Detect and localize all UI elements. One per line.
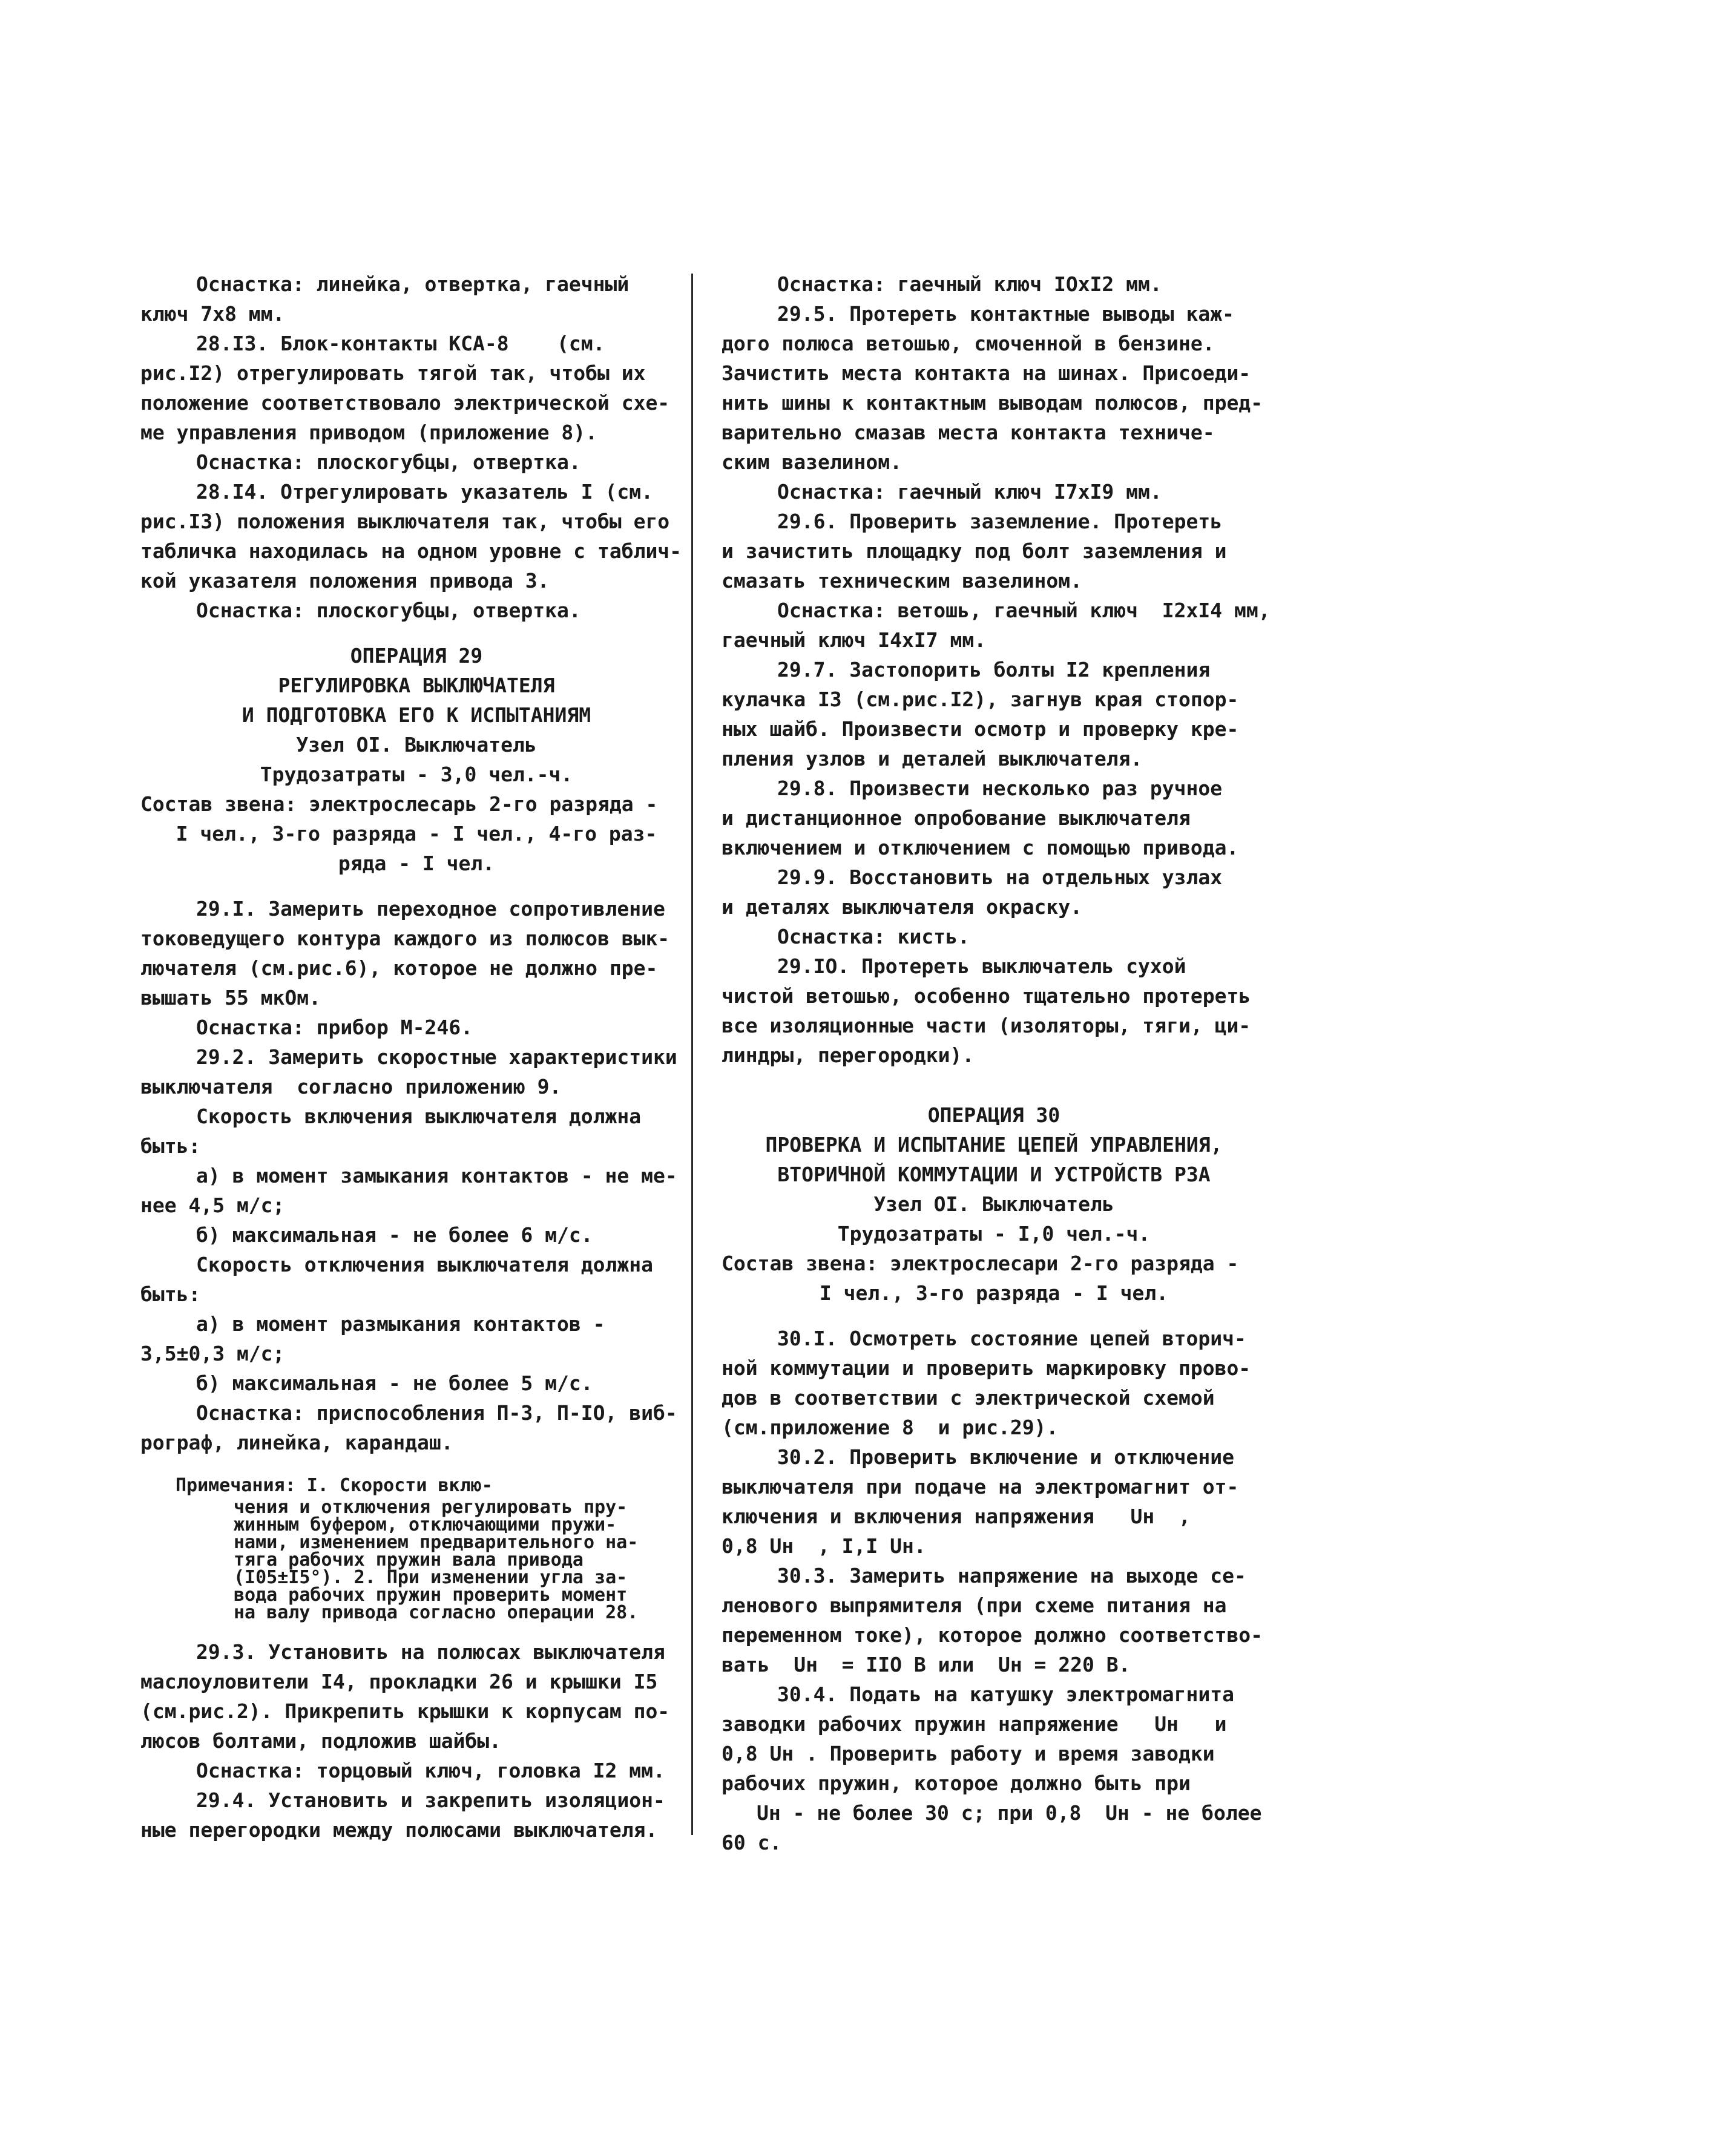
text-line: вышать 55 мкОм.	[140, 986, 321, 1009]
paragraph	[140, 1250, 692, 1309]
paragraph	[722, 1324, 1266, 1442]
text-line: ме управления приводом (приложение 8).	[140, 421, 597, 444]
text-line: 28.I3. Блок-контакты КСА-8 (см.	[196, 332, 605, 355]
text-line: и деталях выключателя окраску.	[722, 895, 1083, 919]
paragraph	[140, 1101, 692, 1161]
text-line: Оснастка: прибор М-246.	[196, 1016, 473, 1039]
operation-29-meta	[140, 730, 692, 878]
text-line: 29.4. Установить и закрепить изоляцион-	[196, 1788, 665, 1812]
text-line: 29.8. Произвести несколько раз ручное	[777, 776, 1223, 800]
text-line: Оснастка: кисть.	[777, 925, 970, 948]
text-line: (см.приложение 8 и рис.29).	[722, 1416, 1059, 1439]
text-line: Скорость включения выключателя должна	[196, 1105, 642, 1128]
text-line: Uн - не более 30 с; при 0,8 Uн - не более	[757, 1801, 1262, 1825]
text-line: 30.2. Проверить включение и отключение	[777, 1445, 1234, 1469]
text-line: 29.7. Застопорить болты I2 крепления	[777, 658, 1211, 681]
operation-30-meta	[722, 1189, 1266, 1308]
text-line: 29.6. Проверить заземление. Протереть	[777, 510, 1223, 533]
paragraph	[140, 1785, 692, 1845]
text-line: а) в момент замыкания контактов - не ме-	[196, 1164, 677, 1187]
paragraph	[722, 1679, 1266, 1857]
text-line: Трудозатраты - I,0 чел.-ч.	[837, 1222, 1151, 1246]
text-line: Оснастка: гаечный ключ I7хI9 мм.	[777, 480, 1162, 504]
text-line: 30.I. Осмотреть состояние цепей вторич-	[777, 1327, 1246, 1350]
text-line: пления узлов и деталей выключателя.	[722, 747, 1143, 770]
right-column	[722, 269, 1271, 1857]
text-line: выключателя согласно приложению 9.	[140, 1075, 562, 1098]
paragraph	[140, 1637, 692, 1756]
text-line: выключателя при подаче на электромагнит от-	[722, 1475, 1239, 1499]
text-line: 3,5±0,3 м/с;	[140, 1342, 285, 1365]
text-line: ским вазелином.	[722, 450, 903, 474]
text-line: ные перегородки между полюсами выключателя.	[140, 1818, 658, 1842]
paragraph	[722, 1561, 1266, 1679]
text-line: Оснастка: гаечный ключ IOхI2 мм.	[777, 272, 1162, 296]
text-line: Оснастка: плоскогубцы, отвертка.	[196, 450, 581, 474]
text-line: I чел., 3-го разряда - I чел.	[819, 1281, 1169, 1305]
text-line: переменном токе), которое должно соответство-	[722, 1623, 1263, 1647]
text-line: 29.IO. Протереть выключатель сухой	[777, 954, 1186, 978]
operation-subtitle: И ПОДГОТОВКА ЕГО К ИСПЫТАНИЯМ	[242, 703, 591, 727]
operation-subtitle: РЕГУЛИРОВКА ВЫКЛЮЧАТЕЛЯ	[278, 674, 555, 697]
text-line: 30.4. Подать на катушку электромагнита	[777, 1682, 1234, 1706]
text-line: Оснастка: ветошь, гаечный ключ I2хI4 мм,	[777, 599, 1271, 622]
text-line: Скорость отключения выключателя должна	[196, 1253, 653, 1276]
text-line: и зачистить площадку под болт заземления и	[722, 539, 1227, 563]
text-line: смазать техническим вазелином.	[722, 569, 1083, 593]
text-line: токоведущего контура каждого из полюсов вык-	[140, 927, 670, 950]
paragraph	[140, 477, 692, 596]
note-block	[140, 1473, 692, 1621]
text-line: 29.3. Установить на полюсах выключателя	[196, 1640, 665, 1664]
text-line: положение соответствовало электрической схе-	[140, 391, 670, 415]
paragraph	[722, 862, 1266, 922]
text-line: Трудозатраты - 3,0 чел.-ч.	[260, 763, 573, 786]
paragraph	[140, 894, 692, 1013]
text-line: 60 с.	[722, 1831, 782, 1854]
text-line: ключения и включения напряжения Uн ,	[722, 1505, 1191, 1528]
text-line: ной коммутации и проверить маркировку прово-	[722, 1356, 1251, 1380]
text-line: кулачка I3 (см.рис.I2), загнув края стопор-	[722, 688, 1239, 711]
text-line: Узел OI. Выключатель	[873, 1192, 1114, 1216]
note-line: чения и отключения регулировать пру-	[234, 1497, 628, 1518]
note-line: на валу привода согласно операции 28.	[234, 1602, 639, 1623]
text-line: быть:	[140, 1282, 201, 1306]
text-line: кой указателя положения привода 3.	[140, 569, 550, 593]
note-line: Примечания: I. Скорости вклю-	[176, 1475, 493, 1496]
text-line: гаечный ключ I4хI7 мм.	[722, 628, 987, 652]
text-line: маслоуловители I4, прокладки 26 и крышки I5	[140, 1670, 658, 1693]
note-line: жинным буфером, отключающими пружи-	[234, 1514, 617, 1535]
text-line: Оснастка: торцовый ключ, головка I2 мм.	[196, 1759, 665, 1782]
text-line: табличка находилась на одном уровне с таблич-	[140, 539, 682, 563]
operation-29-header	[140, 641, 692, 730]
text-line: а) в момент размыкания контактов -	[196, 1312, 605, 1336]
text-line: чистой ветошью, особенно тщательно протереть	[722, 984, 1251, 1008]
paragraph	[140, 1161, 692, 1220]
text-line: вать Uн = IIO В или Uн = 220 В.	[722, 1653, 1131, 1676]
text-line: лючателя (см.рис.6), которое не должно пре-	[140, 956, 658, 980]
paragraph	[722, 655, 1266, 773]
paragraph	[722, 507, 1266, 596]
text-line: Узел OI. Выключатель	[296, 733, 537, 757]
note-line: вода рабочих пружин проверить момент	[234, 1584, 628, 1606]
text-line: ключ 7х8 мм.	[140, 302, 285, 326]
text-line: все изоляционные части (изоляторы, тяги, ци-	[722, 1014, 1251, 1037]
text-line: ных шайб. Произвести осмотр и проверку кре-	[722, 717, 1239, 741]
operation-subtitle: ВТОРИЧНОЙ КОММУТАЦИИ И УСТРОЙСТВ РЗА	[777, 1163, 1211, 1186]
text-line: Состав звена: электрослесарь 2-го разряда -	[140, 792, 658, 816]
text-line: Состав звена: электрослесари 2-го разряда -	[722, 1252, 1239, 1275]
paragraph	[140, 269, 692, 329]
text-line: дого полюса ветошью, смоченной в бензине.	[722, 332, 1215, 355]
text-line: линдры, перегородки).	[722, 1043, 975, 1067]
text-line: 29.2. Замерить скоростные характеристики	[196, 1045, 677, 1069]
text-line: дов в соответствии с электрической схемой	[722, 1386, 1215, 1410]
text-line: ряда - I чел.	[338, 852, 495, 875]
paragraph	[722, 773, 1266, 862]
paragraph	[140, 1309, 692, 1368]
text-line: (см.рис.2). Прикрепить крышки к корпусам по-	[140, 1699, 670, 1723]
text-line: люсов болтами, подложив шайбы.	[140, 1729, 502, 1753]
text-line: I чел., 3-го разряда - I чел., 4-го раз-	[176, 822, 657, 845]
text-line: Оснастка: линейка, отвертка, гаечный	[196, 272, 630, 296]
text-line: 28.I4. Отрегулировать указатель I (см.	[196, 480, 653, 504]
operation-subtitle: ПРОВЕРКА И ИСПЫТАНИЕ ЦЕПЕЙ УПРАВЛЕНИЯ,	[765, 1133, 1223, 1157]
text-line: 29.I. Замерить переходное сопротивление	[196, 897, 665, 921]
operation-title: ОПЕРАЦИЯ 29	[350, 644, 483, 668]
text-line: рис.I3) положения выключателя так, чтобы его	[140, 510, 670, 533]
text-line: включением и отключением с помощью привода.	[722, 836, 1239, 859]
paragraph	[140, 1042, 692, 1101]
text-line: б) максимальная - не более 5 м/с.	[196, 1371, 593, 1395]
text-line: нить шины к контактным выводам полюсов, пред-	[722, 391, 1263, 415]
paragraph	[140, 1398, 692, 1457]
text-line: Оснастка: плоскогубцы, отвертка.	[196, 599, 581, 622]
operation-30-header	[722, 1100, 1266, 1189]
text-line: рабочих пружин, которое должно быть при	[722, 1771, 1191, 1795]
text-line: нее 4,5 м/с;	[140, 1193, 285, 1217]
note-line: тяга рабочих пружин вала привода	[234, 1549, 584, 1571]
paragraph	[722, 1442, 1266, 1561]
text-line: заводки рабочих пружин напряжение Uн и	[722, 1712, 1227, 1736]
text-line: и дистанционное опробование выключателя	[722, 806, 1191, 830]
text-line: ленового выпрямителя (при схеме питания на	[722, 1594, 1227, 1617]
paragraph	[722, 596, 1271, 655]
text-line: Оснастка: приспособления П-3, П-IO, виб-	[196, 1401, 677, 1425]
paragraph	[722, 299, 1266, 477]
note-line: нами, изменением предварительного на-	[234, 1532, 639, 1553]
text-line: варительно смазав места контакта техниче-	[722, 421, 1215, 444]
text-line: 30.3. Замерить напряжение на выходе се-	[777, 1564, 1246, 1587]
text-line: рис.I2) отрегулировать тягой так, чтобы их	[140, 361, 646, 385]
paragraph	[140, 329, 692, 447]
left-column	[140, 269, 692, 1845]
operation-title: ОПЕРАЦИЯ 30	[927, 1103, 1060, 1127]
text-line: 0,8 Uн . Проверить работу и время заводки	[722, 1742, 1215, 1765]
text-line: быть:	[140, 1134, 201, 1158]
note-line: (I05±I5°). 2. При изменении угла за-	[234, 1567, 628, 1588]
text-line: 29.9. Восстановить на отдельных узлах	[777, 865, 1223, 889]
text-line: Зачистить места контакта на шинах. Присоеди-	[722, 361, 1251, 385]
paragraph	[722, 951, 1266, 1070]
text-line: 29.5. Протереть контактные выводы каж-	[777, 302, 1234, 326]
text-line: рограф, линейка, карандаш.	[140, 1431, 453, 1454]
text-line: 0,8 Uн , I,I Uн.	[722, 1534, 926, 1558]
text-line: б) максимальная - не более 6 м/с.	[196, 1223, 593, 1247]
